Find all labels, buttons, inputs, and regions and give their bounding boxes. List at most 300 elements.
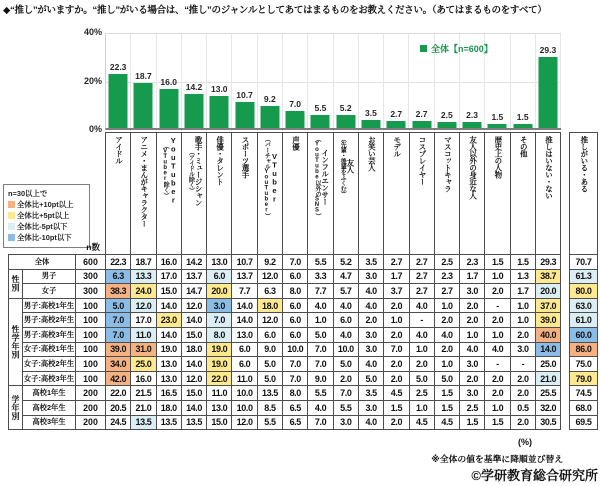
chart-category-slot — [106, 34, 131, 128]
row-label: 男子:高校3年生 — [23, 327, 76, 342]
chart-category-slot — [232, 34, 257, 128]
bar-value-label: 18.7 — [135, 70, 152, 81]
column-header-main: モデル — [392, 136, 402, 157]
value-cell: 2.7 — [409, 255, 434, 270]
bar-value-label: 16.0 — [160, 77, 177, 88]
value-cell: 4.0 — [308, 298, 333, 313]
value-cell: 1.7 — [460, 269, 485, 284]
table-row — [9, 255, 561, 270]
bar — [513, 124, 532, 128]
chart-category-slot — [207, 34, 232, 128]
bar — [210, 96, 229, 128]
column-header-main: アニメ・まんがキャラクター — [139, 136, 149, 227]
value-cell: 4.7 — [333, 269, 358, 284]
value-cell: 2.3 — [460, 255, 485, 270]
value-cell: 4.5 — [434, 415, 459, 430]
value-cell: 2.0 — [510, 371, 535, 386]
value-cell: 22.3 — [106, 255, 131, 270]
footer-unit: (%) — [518, 437, 532, 447]
table-row — [570, 415, 598, 430]
value-cell: 14.0 — [156, 298, 181, 313]
row-label: 女子:高校2年生 — [23, 357, 76, 372]
value-cell: 7.0 — [384, 342, 409, 357]
chart-category-slot — [283, 34, 308, 128]
oshi-presence-table — [569, 132, 598, 430]
column-header-text — [240, 136, 249, 178]
column-header-main: お笑い芸人 — [367, 136, 377, 171]
bar-value-label: 5.2 — [339, 103, 352, 114]
column-header — [434, 133, 459, 255]
value-cell: 2.0 — [460, 371, 485, 386]
value-cell: 2.0 — [384, 371, 409, 386]
value-cell: - — [485, 298, 510, 313]
value-cell: 29.3 — [536, 255, 561, 270]
value-cell: 12.0 — [257, 269, 282, 284]
bar-value-label: 13.0 — [210, 84, 228, 95]
table-row — [570, 400, 598, 415]
value-cell: 1.0 — [308, 313, 333, 328]
n-count: 200 — [76, 386, 106, 401]
value-cell: 2.0 — [333, 371, 358, 386]
value-cell: 1.0 — [510, 313, 535, 328]
value-cell: 6.0 — [283, 269, 308, 284]
column-header — [485, 133, 510, 255]
value-cell: 6.0 — [232, 342, 257, 357]
value-cell: 6.3 — [257, 284, 282, 299]
value-cell: 2.0 — [409, 357, 434, 372]
value-cell: 1.0 — [384, 313, 409, 328]
column-header — [358, 133, 383, 255]
value-cell: 4.0 — [409, 327, 434, 342]
value-cell: 7.0 — [308, 415, 333, 430]
value-cell: 7.0 — [106, 313, 131, 328]
value-cell: 39.0 — [536, 313, 561, 328]
column-header-main: インフルエンサー — [320, 149, 330, 206]
value-cell: 1.5 — [485, 415, 510, 430]
value-cell: 16.5 — [156, 386, 181, 401]
bar-value-label: 1.5 — [516, 112, 529, 123]
value-cell: 5.5 — [257, 415, 282, 430]
value-cell: 20.5 — [106, 400, 131, 415]
table-row — [9, 342, 561, 357]
value-cell: 40.0 — [536, 327, 561, 342]
row-label: 女子:高校1年生 — [23, 342, 76, 357]
value-cell: 2.7 — [384, 255, 409, 270]
value-cell: 11.0 — [207, 386, 232, 401]
value-cell: 6.0 — [207, 269, 232, 284]
value-cell: 4.0 — [308, 400, 333, 415]
value-cell: 14.0 — [181, 400, 206, 415]
n-count: 200 — [76, 415, 106, 430]
value-cell: 8.0 — [207, 327, 232, 342]
value-cell: 3.5 — [358, 255, 383, 270]
column-header — [308, 133, 333, 255]
value-cell: 7.7 — [232, 284, 257, 299]
value-cell: 0.5 — [510, 400, 535, 415]
bar-value-label: 2.7 — [390, 109, 403, 120]
bar-value-label: 9.2 — [263, 93, 276, 104]
table-row — [570, 357, 598, 372]
column-header-main: 歴史上の人物 — [493, 136, 503, 178]
value-cell: 6.0 — [283, 298, 308, 313]
bar — [235, 102, 254, 128]
value-cell: 6.0 — [283, 313, 308, 328]
value-cell: 61.0 — [570, 313, 598, 328]
chart-category-slot — [511, 34, 536, 128]
value-cell: 1.5 — [434, 400, 459, 415]
row-label: 男子:高校2年生 — [23, 313, 76, 328]
group-label — [9, 269, 23, 298]
table-row — [570, 327, 598, 342]
chart-category-slot — [258, 34, 283, 128]
value-cell: 3.0 — [460, 284, 485, 299]
value-cell: 2.0 — [510, 415, 535, 430]
column-header — [333, 133, 358, 255]
bar — [387, 121, 406, 128]
value-cell: 13.7 — [232, 269, 257, 284]
value-cell: 9.0 — [257, 342, 282, 357]
value-cell: 7.0 — [283, 357, 308, 372]
row-label: 女子 — [23, 284, 76, 299]
table-row — [9, 269, 561, 284]
value-cell: 16.0 — [131, 371, 156, 386]
table-row — [570, 255, 598, 270]
column-header-text — [161, 136, 177, 204]
n-count: 100 — [76, 342, 106, 357]
column-header — [570, 133, 598, 255]
bar-value-label: 2.5 — [440, 109, 453, 120]
value-cell: 4.0 — [358, 298, 383, 313]
value-cell: 4.0 — [409, 298, 434, 313]
value-cell: 14.0 — [156, 327, 181, 342]
table-row — [9, 284, 561, 299]
column-header-text — [338, 136, 354, 197]
chart-category-slot — [334, 34, 359, 128]
value-cell: 13.7 — [181, 269, 206, 284]
results-table — [8, 132, 561, 430]
column-header-main: スポーツ選手 — [240, 136, 250, 178]
column-header — [106, 133, 131, 255]
threshold-legend-label: 全体比-10pt以下 — [17, 233, 72, 243]
value-cell: 8.5 — [257, 400, 282, 415]
column-header-text — [443, 136, 452, 192]
value-cell: 1.5 — [510, 255, 535, 270]
value-cell: 10.0 — [333, 342, 358, 357]
value-cell: 2.0 — [460, 298, 485, 313]
n-count: 100 — [76, 327, 106, 342]
column-header-text — [468, 136, 477, 199]
column-header — [536, 133, 561, 255]
y-axis-tick-40: 40% — [83, 27, 102, 37]
value-cell: 5.0 — [308, 327, 333, 342]
column-header — [460, 133, 485, 255]
value-cell: 11.0 — [232, 371, 257, 386]
value-cell: 6.5 — [283, 415, 308, 430]
value-cell: 13.0 — [156, 371, 181, 386]
value-cell: 13.5 — [131, 415, 156, 430]
value-cell: 12.0 — [131, 298, 156, 313]
value-cell: 7.0 — [333, 386, 358, 401]
group-label-text: 性別 — [11, 275, 20, 293]
value-cell: 14.7 — [181, 284, 206, 299]
column-header-main: VTuber — [269, 151, 279, 203]
table-row — [9, 357, 561, 372]
value-cell: 74.5 — [570, 386, 598, 401]
table-row — [9, 400, 561, 415]
bar-value-label: 10.7 — [236, 90, 253, 101]
value-cell: 2.0 — [510, 386, 535, 401]
group-label — [9, 298, 23, 386]
value-cell: 5.0 — [409, 371, 434, 386]
table-row — [9, 313, 561, 328]
table-row — [9, 327, 561, 342]
value-cell: 6.0 — [232, 357, 257, 372]
table-row — [9, 371, 561, 386]
value-cell: 2.3 — [434, 269, 459, 284]
legend-color-swatch-icon — [420, 45, 427, 52]
value-cell: 4.5 — [384, 386, 409, 401]
value-cell: 6.0 — [283, 327, 308, 342]
chart-legend — [420, 42, 493, 55]
value-cell: 20.0 — [536, 284, 561, 299]
n-count: 600 — [76, 255, 106, 270]
value-cell: 68.0 — [570, 400, 598, 415]
group-label-text: 性学年別 — [11, 325, 20, 360]
value-cell: 5.5 — [333, 400, 358, 415]
column-header — [257, 133, 282, 255]
column-header — [510, 133, 535, 255]
column-header-text — [139, 136, 148, 227]
table-row — [570, 371, 598, 386]
copyright-text: ©学研教育総合研究所 — [471, 468, 598, 483]
value-cell: 7.0 — [207, 313, 232, 328]
value-cell: 9.0 — [308, 371, 333, 386]
value-cell: 79.0 — [570, 371, 598, 386]
bar-value-label: 2.7 — [415, 109, 428, 120]
threshold-legend-label: 全体比+10pt以上 — [17, 200, 74, 210]
value-cell: 10.0 — [232, 400, 257, 415]
table-header-row — [9, 133, 561, 255]
bar — [463, 122, 482, 128]
value-cell: 24.0 — [131, 284, 156, 299]
value-cell: 5.0 — [333, 357, 358, 372]
column-header-main: 友人以外の身近な人 — [468, 136, 478, 199]
value-cell: 2.0 — [485, 386, 510, 401]
value-cell: 1.0 — [409, 400, 434, 415]
value-cell: 2.0 — [384, 298, 409, 313]
bar — [311, 115, 330, 128]
column-header-text — [519, 136, 528, 157]
column-header-sub: （バーチャルYouTuber） — [263, 136, 270, 219]
chart-category-slot — [182, 34, 207, 128]
chart-category-slot — [359, 34, 384, 128]
value-cell: 86.0 — [570, 342, 598, 357]
value-cell: 5.0 — [358, 371, 383, 386]
chart-category-slot — [131, 34, 156, 128]
column-header — [131, 133, 156, 255]
value-cell: 2.5 — [409, 386, 434, 401]
value-cell: 5.0 — [434, 371, 459, 386]
column-header-main: コスプレイヤー — [418, 136, 428, 185]
value-cell: 3.0 — [460, 386, 485, 401]
bar — [361, 120, 380, 128]
chart-category-slot — [384, 34, 409, 128]
row-label: 高校3年生 — [23, 415, 76, 430]
column-header-sub: （アイドル除く） — [187, 149, 194, 193]
value-cell: 1.5 — [460, 415, 485, 430]
column-header-main: マスコットキャラ — [443, 136, 453, 192]
value-cell: 12.0 — [232, 415, 257, 430]
value-cell: 61.3 — [570, 269, 598, 284]
column-header-main: 声優 — [291, 136, 301, 150]
value-cell: 14.0 — [232, 298, 257, 313]
value-cell: 2.0 — [384, 327, 409, 342]
table-row — [9, 298, 561, 313]
value-cell: 3.3 — [308, 269, 333, 284]
column-header-text — [417, 136, 426, 185]
n-count: 100 — [76, 298, 106, 313]
bar-value-label: 7.0 — [289, 99, 302, 110]
value-cell: 30.5 — [536, 415, 561, 430]
bar-value-label: 3.5 — [365, 107, 377, 118]
value-cell: 2.0 — [485, 313, 510, 328]
row-label: 男子:高校1年生 — [23, 298, 76, 313]
value-cell: 2.0 — [358, 313, 383, 328]
n-count: 300 — [76, 284, 106, 299]
column-header — [232, 133, 257, 255]
value-cell: - — [409, 313, 434, 328]
bar — [437, 122, 456, 128]
bar-value-label: 29.3 — [539, 44, 557, 55]
value-cell: 13.0 — [207, 400, 232, 415]
value-cell: 5.2 — [333, 255, 358, 270]
column-header-sub: （VTuber除く） — [162, 142, 169, 198]
value-cell: 6.0 — [333, 313, 358, 328]
value-cell: 2.7 — [409, 284, 434, 299]
column-header-text — [262, 136, 278, 219]
value-cell: 11.0 — [131, 327, 156, 342]
y-axis-tick-20: 20% — [83, 76, 102, 86]
value-cell: 14.2 — [181, 255, 206, 270]
value-cell: 10.0 — [283, 342, 308, 357]
value-cell: 2.5 — [434, 255, 459, 270]
n-count: 200 — [76, 400, 106, 415]
column-header-sub: （YouTube以外のSNS） — [313, 136, 320, 219]
value-cell: 25.5 — [536, 386, 561, 401]
value-cell: 2.7 — [434, 284, 459, 299]
value-cell: 1.0 — [510, 298, 535, 313]
value-cell: 14.0 — [232, 313, 257, 328]
value-cell: 2.0 — [485, 371, 510, 386]
value-cell: 19.0 — [156, 342, 181, 357]
value-cell: 63.0 — [570, 298, 598, 313]
value-cell: 2.0 — [384, 415, 409, 430]
value-cell: 13.5 — [156, 415, 181, 430]
value-cell: 12.0 — [181, 371, 206, 386]
value-cell: 6.0 — [257, 327, 282, 342]
value-cell: 1.5 — [485, 255, 510, 270]
value-cell: 2.0 — [434, 342, 459, 357]
n-count: 100 — [76, 313, 106, 328]
chart-category-slot — [308, 34, 333, 128]
value-cell: 7.0 — [283, 371, 308, 386]
y-axis-tick-0: 0% — [88, 124, 102, 134]
value-cell: 20.0 — [207, 284, 232, 299]
value-cell: 3.0 — [358, 327, 383, 342]
value-cell: 16.0 — [156, 255, 181, 270]
value-cell: 17.0 — [131, 313, 156, 328]
value-cell: 21.5 — [131, 386, 156, 401]
value-cell: 1.0 — [485, 269, 510, 284]
value-cell: 3.0 — [333, 415, 358, 430]
value-cell: 4.0 — [333, 298, 358, 313]
bar — [336, 115, 355, 128]
value-cell: 13.3 — [131, 269, 156, 284]
value-cell: 3.0 — [358, 400, 383, 415]
value-cell: 38.3 — [106, 284, 131, 299]
bar — [109, 74, 128, 128]
value-cell: - — [485, 357, 510, 372]
value-cell: 7.0 — [283, 255, 308, 270]
column-header-sub: （先輩・後輩をふくむ） — [339, 136, 346, 197]
value-cell: 1.5 — [434, 386, 459, 401]
row-label: 高校1年生 — [23, 386, 76, 401]
value-cell: 37.0 — [536, 298, 561, 313]
value-cell: 1.7 — [510, 284, 535, 299]
table-row — [9, 415, 561, 430]
value-cell: 7.0 — [106, 327, 131, 342]
table-corner — [9, 133, 106, 255]
value-cell: 7.0 — [308, 357, 333, 372]
threshold-legend-note: n=30以上で — [8, 189, 48, 198]
value-cell: 14.0 — [181, 313, 206, 328]
value-cell: 5.0 — [257, 357, 282, 372]
value-cell: 75.0 — [570, 357, 598, 372]
bar — [184, 94, 203, 128]
value-cell: 31.0 — [131, 342, 156, 357]
value-cell: 5.0 — [257, 371, 282, 386]
threshold-legend-label: 全体比+5pt以上 — [17, 211, 70, 221]
value-cell: 6.5 — [283, 400, 308, 415]
value-cell: 4.0 — [358, 357, 383, 372]
value-cell: 22.0 — [207, 371, 232, 386]
column-header-text — [312, 136, 328, 219]
bar-value-label: 1.5 — [491, 112, 504, 123]
column-header — [207, 133, 232, 255]
bar — [260, 106, 279, 128]
column-header — [181, 133, 206, 255]
value-cell: 13.0 — [232, 327, 257, 342]
chart-category-slot — [157, 34, 182, 128]
value-cell: 4.0 — [358, 284, 383, 299]
page-title: ◆“推し”がいますか。“推し”がいる場合は、“推し”のジャンルとしてあてはまるものをお教えください。（あてはまるものをすべて） — [3, 5, 547, 16]
table-header-row — [570, 133, 598, 255]
column-header-text — [544, 136, 553, 199]
bar-value-label: 22.3 — [109, 61, 127, 72]
results-table-grid — [8, 132, 561, 430]
value-cell: 18.7 — [131, 255, 156, 270]
value-cell: 39.0 — [106, 342, 131, 357]
bar — [488, 124, 507, 128]
table-row — [570, 342, 598, 357]
value-cell: 1.0 — [485, 327, 510, 342]
value-cell: 5.7 — [333, 284, 358, 299]
column-header — [283, 133, 308, 255]
value-cell: 19.0 — [207, 342, 232, 357]
value-cell: 3.0 — [207, 298, 232, 313]
value-cell: 17.0 — [156, 269, 181, 284]
value-cell: 2.0 — [485, 284, 510, 299]
